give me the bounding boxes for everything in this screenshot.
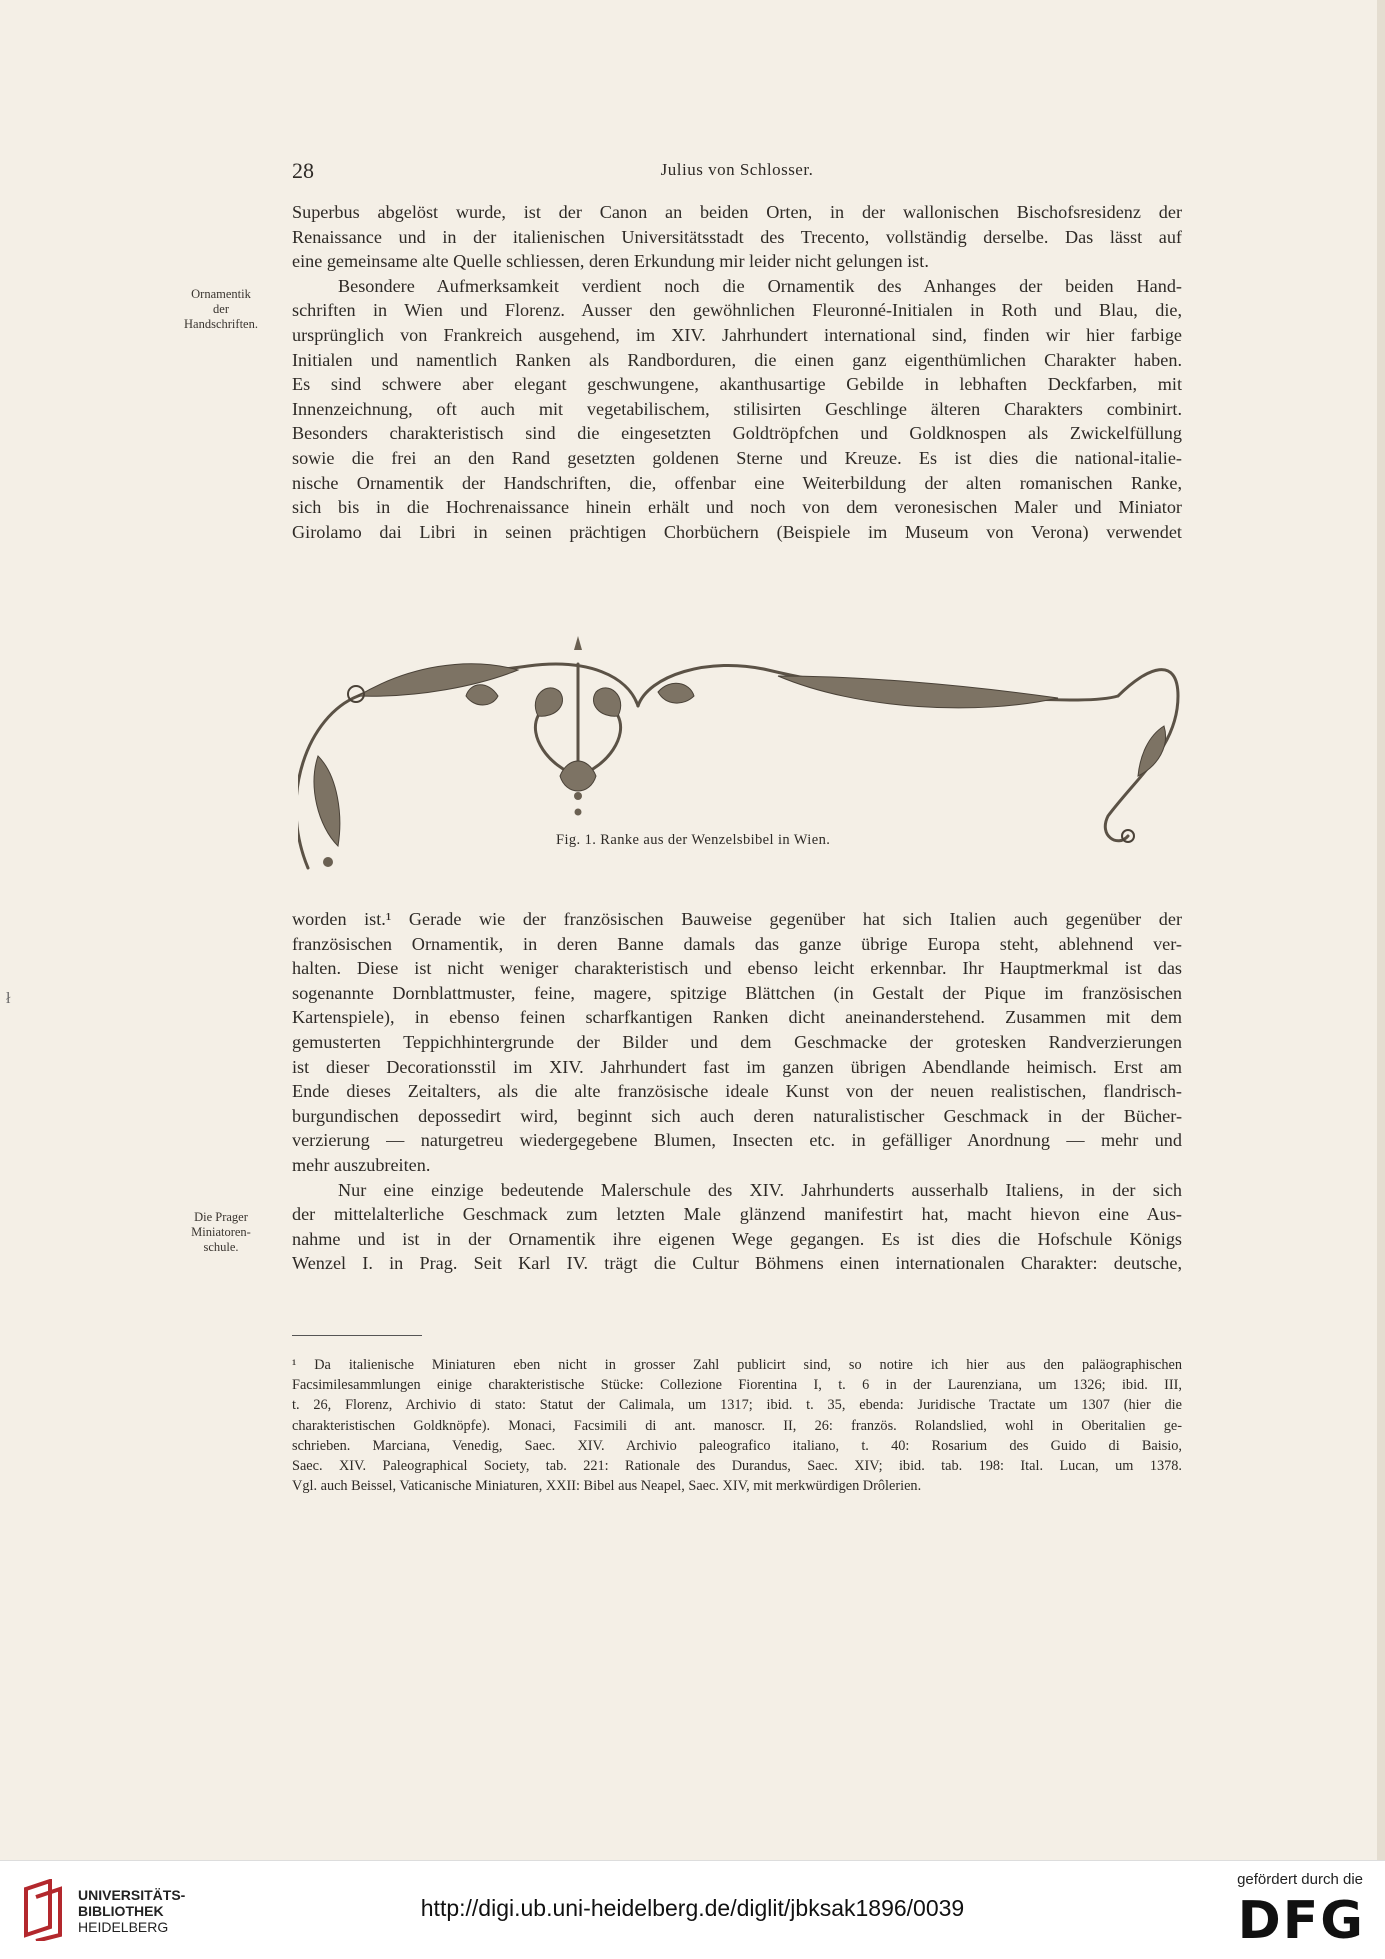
footnote-line: ¹ Da italienische Miniaturen eben nicht in grosser Zahl publicirt sind, so notire ich hier aus den paläographischen <box>292 1357 1182 1373</box>
body-text-block-1 <box>292 200 1182 544</box>
text-line: sich bis in die Hochrenaissance hinein erhält und noch von dem veronesischen Maler und Miniator <box>292 497 1182 518</box>
library-name-line: HEIDELBERG <box>78 1919 169 1935</box>
text-line: nische Ornamentik der Handschriften, die, offenbar eine Weiterbildung der alten romanischen Ranke, <box>292 472 1182 493</box>
text-line: Innenzeichnung, oft auch mit vegetabilischem, stilisirten Geschlinge älteren Charakters combinirt. <box>292 398 1182 419</box>
sidenote-line: Ornamentik <box>191 287 251 301</box>
margin-mark: ł <box>6 990 11 1007</box>
text-line: Besonders charakteristisch sind die eingesetzten Goldtröpfchen und Goldknospen als Zwickelfüllung <box>292 423 1182 444</box>
footnote-line: Saec. XIV. Paleographical Society, tab. 221: Rationale des Durandus, Saec. XIV; ibid. tab. 198: Ital. Lucan, um 1378. <box>292 1457 1182 1474</box>
sidenote-line: der <box>213 302 229 316</box>
footnote-line: Vgl. auch Beissel, Vaticanische Miniaturen, XXII: Bibel aus Neapel, Saec. XIV, mit merkwürdigen Drôlerien. <box>292 1478 922 1495</box>
sidenote-line: schule. <box>203 1240 239 1254</box>
text-line: burgundischen depossedirt wird, beginnt sich auch deren naturalistischer Geschmack in der Bücher- <box>292 1105 1182 1126</box>
sidenote-line: Handschriften. <box>184 317 258 331</box>
page-edge <box>1377 0 1385 1860</box>
text-line: halten. Diese ist nicht weniger charakteristisch und ebenso leicht erkennbar. Ihr Hauptmerkmal ist das <box>292 958 1182 979</box>
page-header <box>292 158 1182 188</box>
library-name-line: UNIVERSITÄTS- <box>78 1887 186 1903</box>
text-line: ist dieser Decorationsstil im XIV. Jahrhundert fast im ganzen übrigen Abendlande heimisch. Erst am <box>292 1056 1182 1077</box>
text-line: sogenannte Dornblattmuster, feine, magere, spitzige Blättchen (in Gestalt der Pique im französischen <box>292 982 1182 1003</box>
text-line: worden ist.¹ Gerade wie der französischen Bauweise gegenüber hat sich Italien auch gegenüber der <box>292 909 1182 929</box>
text-line: gemusterten Teppichhintergrunde der Bilder und dem Geschmacke der grotesken Randverzierungen <box>292 1031 1182 1052</box>
text-line: französischen Ornamentik, in deren Banne damals das ganze übrige Europa steht, ablehnend ver- <box>292 933 1182 954</box>
dfg-logo: DFG <box>1237 1891 1365 1951</box>
footnote-line: t. 26, Florenz, Archivio di stato: Statut der Calimala, um 1317; ibid. t. 35, ebenda: Juridische Tractate um 1307 (hier die <box>292 1397 1182 1414</box>
text-line: sowie die frei an den Rand gesetzten goldenen Sterne und Kreuze. Es ist dies die national-italie- <box>292 447 1182 468</box>
page-number: 28 <box>292 158 314 183</box>
text-line: der mittelalterliche Geschmack zum letzten Male glänzend manifestirt hat, macht hievon eine Aus- <box>292 1204 1182 1225</box>
text-line: verzierung — naturgetreu wiedergegebene Blumen, Insecten etc. in gefälliger Anordnung — mehr und <box>292 1130 1182 1151</box>
text-line: ursprünglich von Frankreich ausgehend, im XIV. Jahrhundert international sind, finden wir hier farbige <box>292 324 1182 345</box>
body-text-block-2 <box>292 907 1182 1276</box>
footnote-divider <box>292 1335 422 1336</box>
text-line: Besondere Aufmerksamkeit verdient noch die Ornamentik des Anhanges der beiden Hand- <box>338 275 1182 296</box>
footnote-line: Facsimilesammlungen einige charakteristische Stücke: Collezione Fiorentina I, t. 6 in der Laurenziana, um 1326; ibid. III, <box>292 1377 1182 1394</box>
digitization-footer <box>0 1860 1385 1959</box>
text-line: Superbus abgelöst wurde, ist der Canon an beiden Orten, in der wallonischen Bischofsresidenz der <box>292 202 1182 222</box>
text-line: Renaissance und in der italienischen Universitätsstadt des Trecento, vollständig derselbe. Das lässt auf <box>292 226 1182 247</box>
text-line: eine gemeinsame alte Quelle schliessen, deren Erkundung mir leider nicht gelungen ist. <box>292 251 929 272</box>
text-line: mehr auszubreiten. <box>292 1154 431 1175</box>
text-line: schriften in Wien und Florenz. Ausser den gewöhnlichen Fleuronné-Initialen in Roth und Blau, die, <box>292 300 1182 321</box>
funding-label: gefördert durch die <box>1237 1871 1363 1888</box>
sidenote-prager-schule <box>166 1210 276 1255</box>
text-line: Ende dieses Zeitalters, als die alte französische ideale Kunst von der neuen realistischen, flandrisch- <box>292 1081 1182 1102</box>
figure-caption: Fig. 1. Ranke aus der Wenzelsbibel in Wien. <box>556 832 831 848</box>
sidenote-line: Die Prager <box>194 1210 248 1224</box>
text-line: nahme und ist in der Ornamentik ihre eigenen Wege gegangen. Es ist dies die Hofschule Königs <box>292 1228 1182 1249</box>
permalink-url[interactable]: http://digi.ub.uni-heidelberg.de/diglit/jbksak1896/0039 <box>420 1895 965 1921</box>
footnote-line: schrieben. Marciana, Venedig, Saec. XIV. Archivio paleografico italiano, t. 40: Rosarium des Guido di Baisio, <box>292 1437 1182 1454</box>
text-line: Nur eine einzige bedeutende Malerschule des XIV. Jahrhunderts ausserhalb Italiens, in der sich <box>338 1179 1182 1200</box>
text-line: Initialen und namentlich Ranken als Randborduren, die einen ganz eigenthümlichen Charakter haben. <box>292 349 1182 370</box>
text-line: Wenzel I. in Prag. Seit Karl IV. trägt die Cultur Böhmens einen internationalen Charakter: deutsche, <box>292 1253 1182 1274</box>
text-line: Kartenspiele), in ebenso feinen scharfkantigen Ranken dicht aneinanderstehend. Zusammen mit dem <box>292 1007 1182 1028</box>
running-head: Julius von Schlosser. <box>660 160 814 179</box>
library-name-line: BIBLIOTHEK <box>78 1903 164 1919</box>
text-line: Girolamo dai Libri in seinen prächtigen Chorbüchern (Beispiele im Museum von Verona) verwendet <box>292 521 1182 542</box>
footnote-line: charakteristischen Goldknöpfe). Monaci, Facsimili di ant. manoscr. II, 26: französ. Rolandslied, wohl in Oberitalien ge- <box>292 1417 1182 1434</box>
text-line: Es sind schwere aber elegant geschwungene, akanthusartige Gebilde in lebhaften Deckfarben, mit <box>292 374 1182 395</box>
sidenote-ornamentik <box>166 287 276 332</box>
footnote <box>292 1355 1182 1496</box>
sidenote-line: Miniatoren- <box>191 1225 251 1239</box>
